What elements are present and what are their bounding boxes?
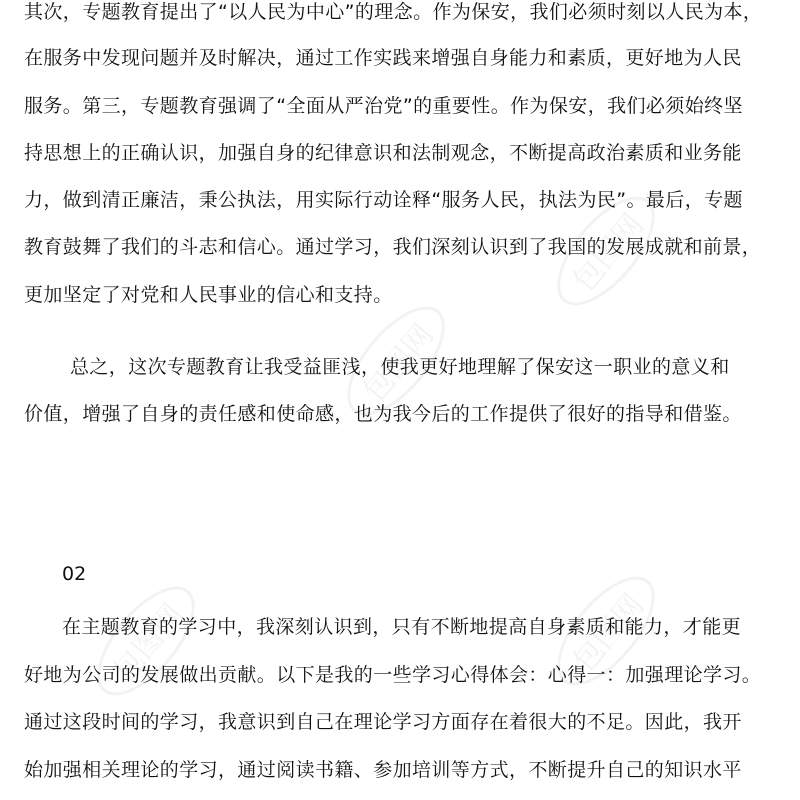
watermark: 包图网: [330, 291, 462, 432]
paragraph-line: 在服务中发现问题并及时解决，通过工作实践来增强自身能力和素质，更好地为人民: [24, 47, 742, 69]
paragraph-line: 服务。第三，专题教育强调了“全面从严治党”的重要性。作为保安，我们必须始终坚: [24, 95, 743, 117]
paragraph-line: 更加坚定了对党和人民事业的信心和支持。: [24, 284, 393, 306]
section-number: 02: [62, 563, 87, 585]
paragraph-line: 好地为公司的发展做出贡献。以下是我的一些学习心得体会：心得一：加强理论学习。: [24, 664, 762, 686]
watermark: 包图网: [80, 571, 212, 712]
paragraph-line: 持思想上的正确认识，加强自身的纪律意识和法制观念，不断提高政治素质和业务能: [24, 142, 742, 164]
watermark: 包图网: [540, 561, 672, 702]
paragraph-line: 总之，这次专题教育让我受益匪浅，使我更好地理解了保安这一职业的意义和: [70, 356, 730, 378]
paragraph-line: 教育鼓舞了我们的斗志和信心。通过学习，我们深刻认识到了我国的发展成就和前景，: [24, 236, 762, 258]
paragraph-line: 通过这段时间的学习，我意识到自己在理论学习方面存在着很大的不足。因此，我开: [24, 711, 742, 733]
paragraph-line: 始加强相关理论的学习，通过阅读书籍、参加培训等方式，不断提升自己的知识水平: [24, 759, 742, 781]
paragraph-line: 在主题教育的学习中，我深刻认识到，只有不断地提高自身素质和能力，才能更: [62, 616, 742, 638]
watermark: 包图网: [540, 181, 672, 322]
paragraph-line: 价值，增强了自身的责任感和使命感，也为我今后的工作提供了很好的指导和借鉴。: [24, 403, 742, 425]
paragraph-line: 力，做到清正廉洁，秉公执法，用实际行动诠释“服务人民，执法为民”。最后，专题: [24, 189, 743, 211]
paragraph-line: 其次，专题教育提出了“以人民为中心”的理念。作为保安，我们必须时刻以人民为本，: [24, 1, 763, 23]
